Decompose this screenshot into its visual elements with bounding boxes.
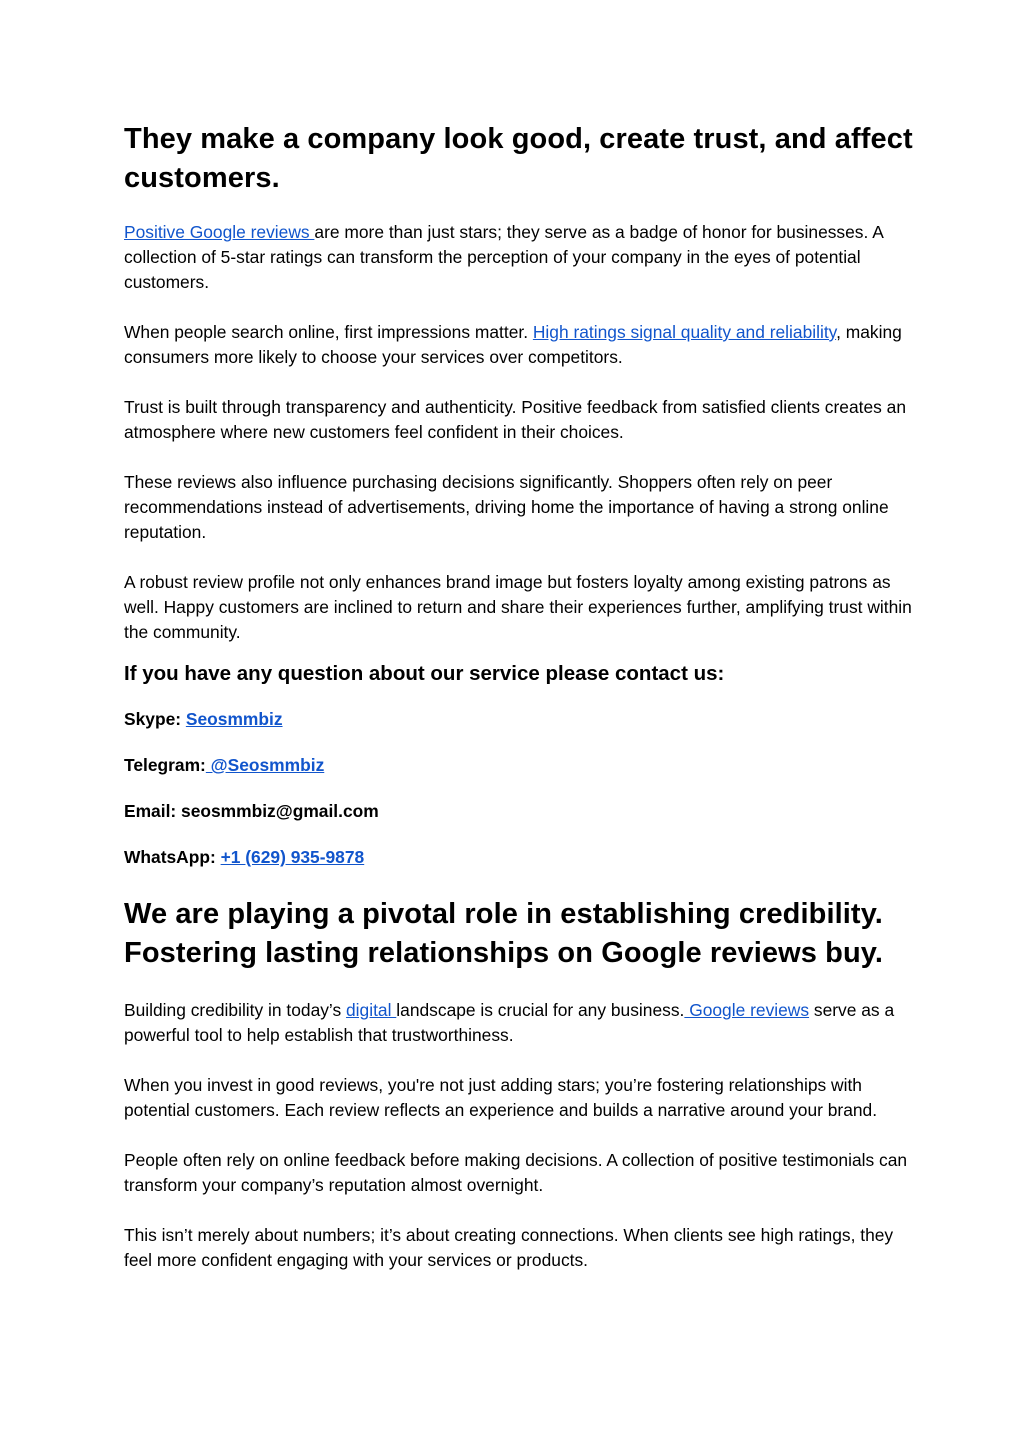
section-1-paragraph-2-after: , making consumers more likely to choose your services over competitors. bbox=[124, 322, 902, 367]
section-2-paragraph-1-middle: landscape is crucial for any business. bbox=[396, 1000, 685, 1020]
google-reviews-link[interactable]: Google reviews bbox=[684, 1000, 810, 1020]
section-1-paragraph-2-before: When people search online, first impressions matter. bbox=[124, 322, 533, 342]
section-2-paragraph-4: This isn’t merely about numbers; it’s about creating connections. When clients see high ratings, they feel more confident engaging with your services or products. bbox=[124, 1225, 894, 1270]
positive-google-reviews-link[interactable]: Positive Google reviews bbox=[124, 222, 315, 242]
document-page bbox=[124, 118, 914, 1273]
contact-telegram bbox=[124, 753, 914, 778]
email-value: seosmmbiz@gmail.com bbox=[181, 801, 379, 821]
section-1-paragraph-5: A robust review profile not only enhances brand image but fosters loyalty among existing patrons as well. Happy customers are inclined to return and share their experiences further, amplifying trust within the community. bbox=[124, 572, 912, 642]
contact-email bbox=[124, 799, 914, 824]
whatsapp-label: WhatsApp: bbox=[124, 847, 221, 867]
section-1-paragraph-1 bbox=[124, 220, 914, 295]
telegram-label: Telegram: bbox=[124, 755, 206, 775]
whatsapp-link[interactable]: +1 (629) 935-9878 bbox=[220, 847, 365, 867]
high-ratings-link[interactable]: High ratings signal quality and reliability bbox=[532, 322, 837, 342]
section-1-paragraph-3: Trust is built through transparency and authenticity. Positive feedback from satisfied clients creates an atmosphere where new customers feel confident in their choices. bbox=[124, 397, 907, 442]
contact-skype bbox=[124, 707, 914, 732]
telegram-link[interactable]: @Seosmmbiz bbox=[205, 755, 325, 775]
skype-link[interactable]: Seosmmbiz bbox=[185, 709, 283, 729]
skype-label: Skype: bbox=[124, 709, 186, 729]
digital-link[interactable]: digital bbox=[346, 1000, 397, 1020]
email-label: Email: bbox=[124, 801, 182, 821]
section-1-title: They make a company look good, create trust, and affect customers. bbox=[124, 123, 913, 194]
section-2-paragraph-3: People often rely on online feedback before making decisions. A collection of positive testimonials can transform your company’s reputation almost overnight. bbox=[124, 1150, 908, 1195]
section-1-paragraph-2 bbox=[124, 320, 914, 370]
section-1-paragraph-1-text: are more than just stars; they serve as a badge of honor for businesses. A collection of 5-star ratings can transform the perception of your company in the eyes of potential customers. bbox=[124, 222, 883, 292]
section-2-paragraph-1-before: Building credibility in today’s bbox=[124, 1000, 347, 1020]
section-2-paragraph-1 bbox=[124, 998, 914, 1048]
section-2-paragraph-1-after: serve as a powerful tool to help establish that trustworthiness. bbox=[124, 1000, 895, 1045]
contact-heading: If you have any question about our service please contact us: bbox=[124, 662, 725, 685]
section-2-paragraph-2: When you invest in good reviews, you're not just adding stars; you’re fostering relationships with potential customers. Each review reflects an experience and builds a narrative around your brand. bbox=[124, 1075, 878, 1120]
section-2-title: We are playing a pivotal role in establishing credibility. Fostering lasting relationships on Google reviews buy. bbox=[124, 898, 883, 969]
section-1-paragraph-4: These reviews also influence purchasing decisions significantly. Shoppers often rely on peer recommendations instead of advertisements, driving home the importance of having a strong online reputation. bbox=[124, 472, 889, 542]
contact-whatsapp bbox=[124, 845, 914, 870]
